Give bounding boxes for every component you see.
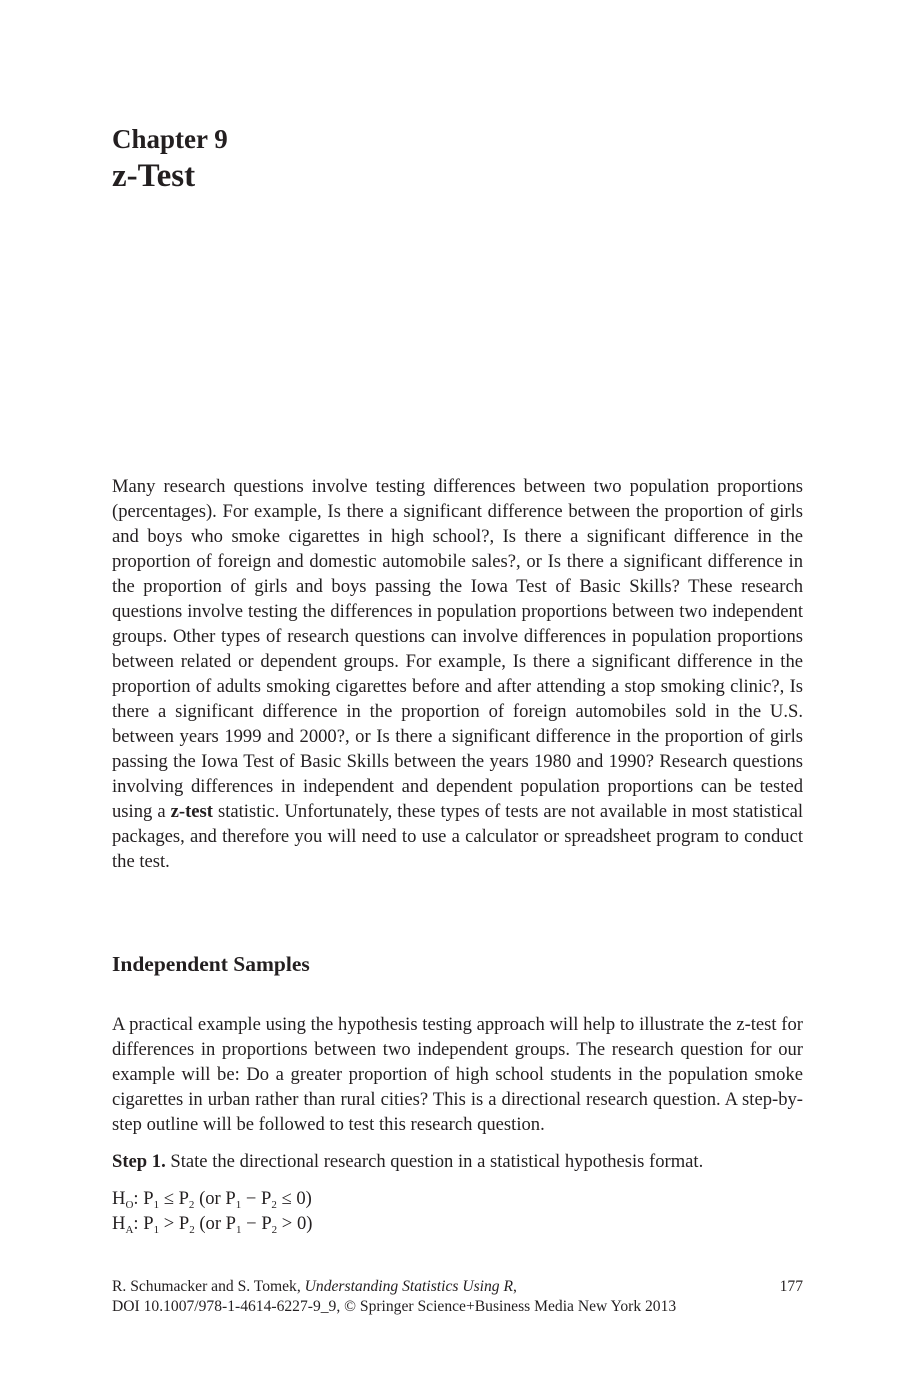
intro-paragraph	[112, 474, 803, 874]
hyp-alt-minus: − P	[241, 1213, 272, 1234]
footer-doi: DOI 10.1007/978-1-4614-6227-9_9, © Springer Science+Business Media New York 2013	[112, 1298, 677, 1315]
hyp-alt-p1-subscript: 1	[235, 1199, 242, 1211]
hyp-symbol: H	[112, 1213, 126, 1234]
footer-authors: R. Schumacker and S. Tomek,	[112, 1278, 305, 1295]
null-hypothesis: $H_O$: $P_1 \le P_2$ (or $P_1 - P_2 \le 0$)	[112, 1188, 312, 1211]
section-heading: Independent Samples	[112, 952, 310, 976]
hyp-p1: P	[143, 1213, 154, 1234]
footer-book-title: Understanding Statistics Using R	[304, 1278, 514, 1295]
hyp-alt-p2-subscript: 2	[271, 1199, 277, 1211]
chapter-label: Chapter 9	[112, 124, 228, 154]
hyp-p1-subscript: 1	[153, 1224, 160, 1236]
intro-text-end: statistic. Unfortunately, these types of tests are not available in most statistical packages, and therefore you will need to use a calculator or spreadsheet program to conduct the test.	[112, 801, 803, 872]
hyp-alt-minus: − P	[241, 1188, 272, 1209]
hyp-symbol: H	[112, 1188, 126, 1209]
hyp-p2-subscript: 2	[188, 1199, 195, 1211]
hyp-alt-open: (or P	[194, 1213, 237, 1234]
hyp-p1-subscript: 1	[153, 1199, 160, 1211]
hyp-operator: ≤	[159, 1188, 179, 1209]
alternative-hypothesis: $H_A$: $P_1 > P_2$ (or $P_1 - P_2 > 0$)	[112, 1213, 313, 1236]
page-number: 177	[779, 1278, 803, 1295]
hyp-subscript: O	[125, 1199, 134, 1211]
step-1	[112, 1149, 703, 1174]
hyp-alt-p1-subscript: 1	[236, 1224, 242, 1236]
hyp-p2: P	[178, 1188, 189, 1209]
hyp-alt-close: > 0)	[277, 1213, 313, 1234]
hyp-p1: P	[143, 1188, 154, 1209]
section-paragraph: A practical example using the hypothesis testing approach will help to illustrate the z-test for differences in proportions between two independent groups. The research question for our example will be: Do a greater proportion of high school students in the population smoke cigarettes in urban rather than rural cities? This is a directional research question. A step-by-step outline will be followed to test this research question.	[112, 1014, 803, 1135]
hyp-operator: >	[159, 1213, 179, 1234]
hyp-alt-p2-subscript: 2	[271, 1224, 278, 1236]
hyp-alt-close: ≤ 0)	[276, 1188, 312, 1209]
step-1-label: Step 1.	[112, 1151, 166, 1172]
intro-text-start: Many research questions involve testing differences between two population proportions (percentages). For example, Is there a significant difference between the proportion of girls and boys who smoke cigarettes in high school?, Is there a significant difference in the proportion of foreign and domestic automobile sales?, or Is there a significant difference in the proportion of girls and boys passing the Iowa Test of Basic Skills? These research questions involve testing the differences in population proportions between two independent groups. Other types of research questions can involve differences in population proportions between related or dependent groups. For example, Is there a significant difference in the proportion of adults smoking cigarettes before and after attending a stop smoking clinic?, Is there a significant difference in the proportion of foreign automobiles sold in the U.S. between years 1999 and 2000?, or Is there a significant difference in the proportion of girls passing the Iowa Test of Basic Skills between the years 1980 and 1990? Research questions involving differences in independent and dependent population proportions can be tested using a	[112, 476, 803, 822]
footer-comma: ,	[513, 1278, 517, 1295]
hyp-p2: P	[178, 1213, 190, 1234]
intro-bold-term: z-test	[170, 801, 213, 822]
chapter-title: z-Test	[112, 158, 196, 194]
hyp-p2-subscript: 2	[189, 1224, 195, 1236]
hyp-alt-open: (or P	[194, 1188, 236, 1209]
footer-citation	[112, 1277, 517, 1297]
hyp-subscript: A	[125, 1224, 134, 1236]
step-1-text: State the directional research question in a statistical hypothesis format.	[165, 1151, 704, 1172]
